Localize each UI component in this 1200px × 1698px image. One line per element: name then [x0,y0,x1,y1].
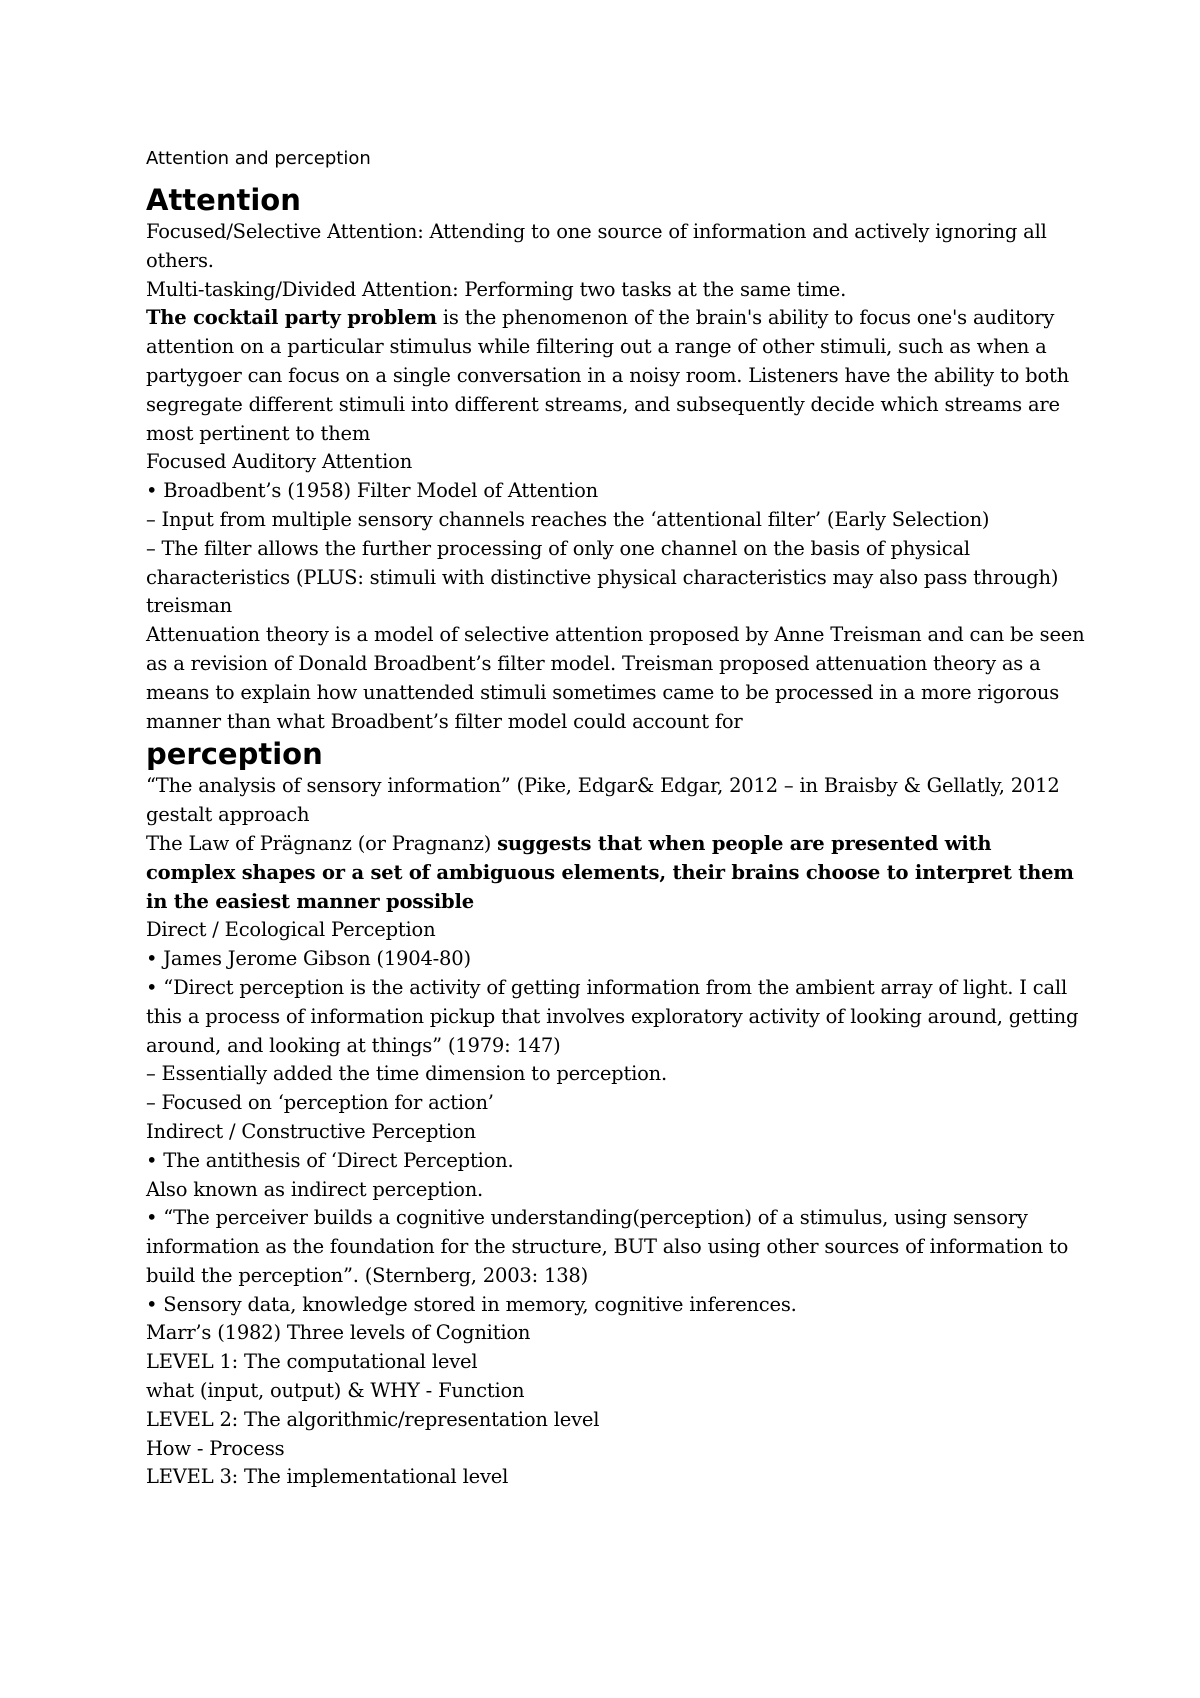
cocktail-party-definition: is the phenomenon of the brain's ability to focus one's auditory attention on a particular stimulus while filtering out a range of other stimuli, such as when a partygoer can focus on a single conversation in a noisy room. Listeners have the ability to both segregate different stimuli into different streams, and subsequently decide which streams are most pertinent to them [146,306,1069,445]
sensory-data-bullet: • Sensory data, knowledge stored in memory, cognitive inferences. [146,1292,797,1316]
attenuation-paragraph: Attenuation theory is a model of selective attention proposed by Anne Treisman and can be seen as a revision of Donald Broadbent’s filter model. Treisman proposed attenuation theory as a means to explain how unattended stimuli sometimes came to be processed in a more rigorous manner than what Broadbent’s filter model could account for [146,623,1085,733]
input-line: – Input from multiple sensory channels reaches the ‘attentional filter’ (Early Selection) [146,507,990,531]
document-title: Attention and perception [146,148,371,169]
perception-section [146,736,1086,1492]
direct-perception-line: Direct / Ecological Perception [146,918,436,942]
divided-attention-paragraph: Multi-tasking/Divided Attention: Performing two tasks at the same time. [146,277,847,301]
broadbent-bullet: • Broadbent’s (1958) Filter Model of Attention [146,479,598,503]
gibson-quote: • “Direct perception is the activity of getting information from the ambient array of light. I call this a process of information pickup that involves exploratory activity of looking around, getting around, and looking at things” (1979: 147) [146,975,1079,1057]
focused-auditory-line: Focused Auditory Attention [146,450,413,474]
time-dimension-line: – Essentially added the time dimension to perception. [146,1062,668,1086]
level3-line: LEVEL 3: The implementational level [146,1465,509,1489]
level2-line: LEVEL 2: The algorithmic/representation level [146,1407,600,1431]
also-known-line: Also known as indirect perception. [146,1177,484,1201]
analysis-quote: “The analysis of sensory information” (Pike, Edgar& Edgar, 2012 – in Braisby & Gellatly, 2012 [146,774,1060,798]
level1-line: LEVEL 1: The computational level [146,1350,478,1374]
treisman-line: treisman [146,594,233,618]
perception-heading: perception [146,737,323,772]
perceiver-quote: • “The perceiver builds a cognitive understanding(perception) of a stimulus, using sensory information as the foundation for the structure, BUT also using other sources of information to build the perception”. (Sternberg, 2003: 138) [146,1206,1069,1287]
perception-for-action-line: – Focused on ‘perception for action’ [146,1091,494,1115]
pragnanz-paragraph [146,830,1086,916]
pragnanz-term: The Law of Prägnanz (or Pragnanz) [146,831,498,855]
document-page [146,146,1086,1492]
pragnanz-definition: suggests that when people are presented with complex shapes or a set of ambiguous elements, their brains choose to interpret them in the easiest manner possible [146,831,1074,913]
gibson-bullet: • James Jerome Gibson (1904-80) [146,947,471,971]
marr-line: Marr’s (1982) Three levels of Cognition [146,1321,531,1345]
level1-description: what (input, output) & WHY - Function [146,1379,525,1403]
attention-section [146,182,1086,736]
filter-line: – The filter allows the further processing of only one channel on the basis of physical characteristics (PLUS: stimuli with distinctive physical characteristics may also pass through) [146,536,1059,589]
cocktail-party-term: The cocktail party problem [146,306,437,330]
attention-heading: Attention [146,183,301,217]
cocktail-party-paragraph [146,304,1086,448]
gestalt-line: gestalt approach [146,803,310,827]
focused-attention-paragraph: Focused/Selective Attention: Attending to one source of information and actively ignoring all others. [146,220,1047,272]
indirect-perception-line: Indirect / Constructive Perception [146,1119,476,1143]
level2-description: How - Process [146,1436,285,1460]
antithesis-bullet: • The antithesis of ‘Direct Perception. [146,1148,514,1172]
